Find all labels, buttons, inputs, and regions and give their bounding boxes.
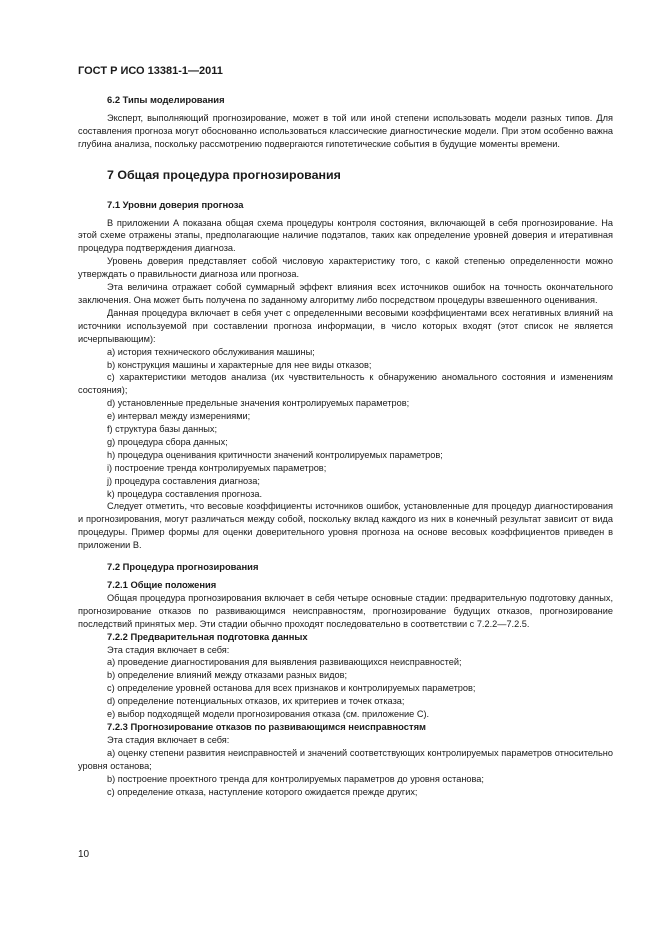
list-item: c) определение уровней останова для всех признаков и контролируемых параметров; — [107, 683, 476, 694]
section-7-2-2-heading: 7.2.2 Предварительная подготовка данных — [107, 630, 308, 642]
section-7-2-3-intro: Эта стадия включает в себя: — [107, 734, 230, 745]
section-7-2-2-intro: Эта стадия включает в себя: — [107, 644, 230, 655]
section-7-2-2-list — [78, 656, 613, 721]
list-item: d) установленные предельные значения контролируемых параметров; — [107, 398, 410, 409]
list-item: a) история технического обслуживания машины; — [107, 346, 315, 357]
list-item: b) построение проектного тренда для контролируемых параметров до уровня останова; — [107, 773, 484, 784]
section-7-2-3-heading: 7.2.3 Прогнозирование отказов по развивающимся неисправностям — [107, 720, 426, 732]
section-7-2-3-list — [78, 747, 613, 799]
section-7-2-heading: 7.2 Процедура прогнозирования — [107, 561, 259, 573]
section-7-1-list — [78, 346, 613, 501]
section-7-heading: 7 Общая процедура прогнозирования — [107, 167, 341, 182]
list-item: e) интервал между измерениями; — [107, 411, 251, 422]
standard-header: ГОСТ Р ИСО 13381-1—2011 — [78, 65, 223, 77]
section-6-2-heading: 6.2 Типы моделирования — [107, 94, 225, 105]
list-item: d) определение потенциальных отказов, их критериев и точек отказа; — [107, 696, 405, 707]
list-item: a) оценку степени развития неисправностей и значений соответствующих контролируемых параметров относительно уровня останова; — [78, 747, 613, 771]
list-item: j) процедура составления диагноза; — [107, 475, 260, 486]
list-item: g) процедура сбора данных; — [107, 436, 228, 447]
list-item: i) построение тренда контролируемых параметров; — [107, 462, 327, 473]
list-item: f) структура базы данных; — [107, 424, 218, 435]
section-7-1-paragraph-1: В приложении А показана общая схема процедуры контроля состояния, включающей в себя прогнозирование. На этой схеме отражены этапы, предполагающие наличие подэтапов, таких как определение уровней доверия и итеративная процедура подтверждения диагноза. — [78, 217, 613, 254]
page-number: 10 — [78, 849, 90, 860]
section-7-1-paragraph-3: Эта величина отражает собой суммарный эффект влияния всех источников ошибок на точность окончательного заключения. Она может быть получена по заданному алгоритму либо посредством процедуры взвешенного оценивания. — [78, 282, 613, 305]
section-6-2-paragraph: Эксперт, выполняющий прогнозирование, может в той или иной степени использовать модели разных типов. Для составления прогноза могут обоснованно использоваться классические диагностические модели. При этом особенно важна глубина анализа, поскольку рассмотрению подвергаются гипотетические события в будущие моменты времени. — [78, 112, 613, 149]
section-7-1-paragraph-4: Данная процедура включает в себя учет с определенными весовыми коэффициентами всех негативных влияний на источники используемой при составлении прогноза информации, в число которых входят (этот список не является исчерпывающим): — [78, 307, 613, 344]
section-7-2-1-heading: 7.2.1 Общие положения — [107, 579, 217, 590]
list-item: e) выбор подходящей модели прогнозирования отказа (см. приложение С). — [107, 709, 430, 720]
list-item: k) процедура составления прогноза. — [107, 488, 263, 499]
main-text-column — [78, 94, 613, 798]
list-item: a) проведение диагностирования для выявления развивающихся неисправностей; — [107, 657, 462, 668]
section-7-1-paragraph-2: Уровень доверия представляет собой числовую характеристику того, с какой степенью определенности можно утверждать о правильности диагноза или прогноза. — [78, 256, 613, 280]
section-7-2-1-paragraph: Общая процедура прогнозирования включает в себя четыре основные стадии: предварительную подготовку данных, прогнозирование отказов по развивающимся неисправностям, прогнозирование будущих отказов, прогнозирование последствий принятых мер. Эти стадии обычно проходят последовательно в соответствии с 7.2.2—7.2.5. — [78, 592, 613, 629]
list-item: b) определение влияний между отказами разных видов; — [107, 670, 348, 681]
section-7-1-paragraph-5: Следует отметить, что весовые коэффициенты источников ошибок, установленные для процедур диагностирования и прогнозирования, могут различаться между собой, поскольку вклад каждого из них в конечный результат зависит от вида процедуры. Пример формы для оценки доверительного уровня прогноза на основе весовых коэффициентов приведен в приложении В. — [78, 501, 613, 551]
list-item: b) конструкция машины и характерные для нее виды отказов; — [107, 359, 372, 370]
list-item: c) определение отказа, наступление которого ожидается прежде других; — [107, 786, 418, 797]
section-7-1-heading: 7.1 Уровни доверия прогноза — [107, 198, 244, 210]
list-item: h) процедура оценивания критичности значений контролируемых параметров; — [107, 449, 443, 460]
list-item: c) характеристики методов анализа (их чувствительность к обнаружению аномального состояния и изменениям состояния); — [78, 372, 613, 396]
